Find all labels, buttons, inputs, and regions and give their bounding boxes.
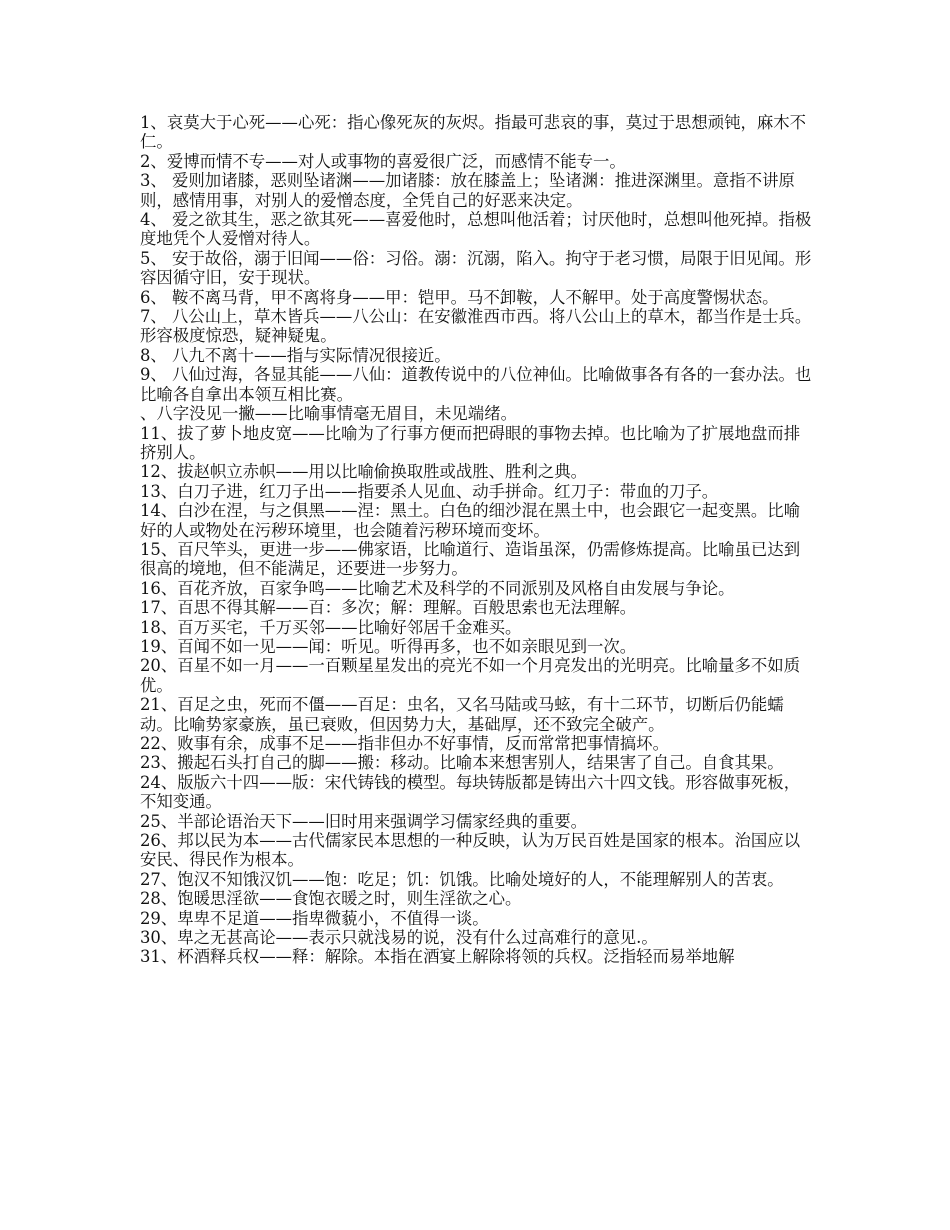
entry-28: 28、饱暖思淫欲——食饱衣暖之时，则生淫欲之心。 bbox=[140, 889, 522, 909]
entry-15: 15、百尺竿头，更进一步——佛家语，比喻道行、造诣虽深，仍需修炼提高。比喻虽已达到很高的境地，但不能满足，还要进一步努力。 bbox=[140, 539, 801, 579]
entry-23: 23、搬起石头打自己的脚——搬：移动。比喻本来想害别人，结果害了自己。自食其果。 bbox=[140, 753, 784, 773]
entry-22: 22、败事有余，成事不足——指非但办不好事情，反而常常把事情搞坏。 bbox=[140, 734, 669, 753]
entry-26: 26、邦以民为本——古代儒家民本思想的一种反映，认为万民百姓是国家的根本。治国应以安民、得民作为根本。 bbox=[140, 831, 801, 870]
entry-31: 31、杯酒释兵权——释：解除。本指在酒宴上解除将领的兵权。泛指轻而易举地解 bbox=[140, 947, 735, 967]
entry-10: 、八字没见一撇——比喻事情毫无眉目，未见端绪。 bbox=[140, 404, 517, 424]
entry-25: 25、半部论语治天下——旧时用来强调学习儒家经典的重要。 bbox=[140, 811, 588, 831]
entry-4: 4、 爱之欲其生，恶之欲其死——喜爱他时，总想叫他活着；讨厌他时，总想叫他死掉。指极度地凭个人爱憎对待人。 bbox=[140, 210, 812, 249]
entry-3: 3、 爱则加诸膝，恶则坠诸渊——加诸膝：放在膝盖上；坠诸渊：推进深渊里。意指不讲原则，感情用事，对别人的爱憎态度，全凭自己的好恶来决定。 bbox=[140, 171, 795, 210]
entry-30: 30、卑之无甚高论——表示只就浅易的说，没有什么过高难行的意见.。 bbox=[140, 928, 658, 948]
entry-24: 24、版版六十四——版：宋代铸钱的模型。每块铸版都是铸出六十四文钱。形容做事死板，不知变通。 bbox=[140, 772, 801, 812]
entry-12: 12、拔赵帜立赤帜——用以比喻偷换取胜或战胜、胜利之典。 bbox=[140, 462, 588, 482]
entry-7: 7、 八公山上，草木皆兵——八公山：在安徽淮西市西。将八公山上的草木，都当作是士兵。形容极度惊恐，疑神疑鬼。 bbox=[140, 307, 812, 346]
entry-11: 11、拔了萝卜地皮宽——比喻为了行事方便而把碍眼的事物去掉。也比喻为了扩展地盘而排挤别人。 bbox=[140, 423, 801, 462]
entry-2: 2、爱博而情不专——对人或事物的喜爱很广泛，而感情不能专一。 bbox=[140, 151, 626, 171]
entry-14: 14、白沙在涅，与之俱黑——涅：黑土。白色的细沙混在黑土中，也会跟它一起变黑。比喻好的人或物处在污秽环境里，也会随着污秽环境而变坏。 bbox=[140, 501, 801, 540]
entry-27: 27、饱汉不知饿汉饥——饱：吃足；饥：饥饿。比喻处境好的人，不能理解别人的苦衷。 bbox=[140, 869, 784, 889]
entry-20: 20、百星不如一月——一百颗星星发出的亮光不如一个月亮发出的光明亮。比喻量多不如质优。 bbox=[140, 656, 801, 695]
entry-29: 29、卑卑不足道——指卑微藐小，不值得一谈。 bbox=[140, 908, 489, 928]
entry-8: 8、 八九不离十——指与实际情况很接近。 bbox=[140, 345, 451, 365]
entry-21: 21、百足之虫，死而不僵——百足：虫名，又名马陆或马蚿，有十二环节，切断后仍能蠕动。比喻势家豪族，虽已衰败，但因势力大，基础厚，还不致完全破产。 bbox=[140, 695, 784, 734]
entry-1: 1、哀莫大于心死——心死：指心像死灰的灰烬。指最可悲哀的事，莫过于思想顽钝，麻木不仁。 bbox=[140, 113, 807, 152]
document-body bbox=[140, 113, 815, 967]
entry-17: 17、百思不得其解——百：多次；解：理解。百般思索也无法理解。 bbox=[140, 598, 637, 618]
entry-16: 16、百花齐放，百家争鸣——比喻艺术及科学的不同派别及风格自由发展与争论。 bbox=[140, 578, 735, 598]
entry-6: 6、 鞍不离马背，甲不离将身——甲：铠甲。马不卸鞍，人不解甲。处于高度警惕状态。 bbox=[140, 287, 779, 307]
entry-9: 9、 八仙过海，各显其能——八仙：道教传说中的八位神仙。比喻做事各有各的一套办法。也比喻各自拿出本领互相比赛。 bbox=[140, 365, 812, 404]
entry-18: 18、百万买宅，千万买邻——比喻好邻居千金难买。 bbox=[140, 617, 522, 637]
entry-5: 5、 安于故俗，溺于旧闻——俗：习俗。溺：沉溺，陷入。拘守于老习惯，局限于旧见闻。形容因循守旧，安于现状。 bbox=[140, 248, 812, 288]
entry-13: 13、白刀子进，红刀子出——指要杀人见血、动手拼命。红刀子：带血的刀子。 bbox=[140, 481, 719, 501]
entry-19: 19、百闻不如一见——闻：听见。听得再多，也不如亲眼见到一次。 bbox=[140, 636, 637, 656]
